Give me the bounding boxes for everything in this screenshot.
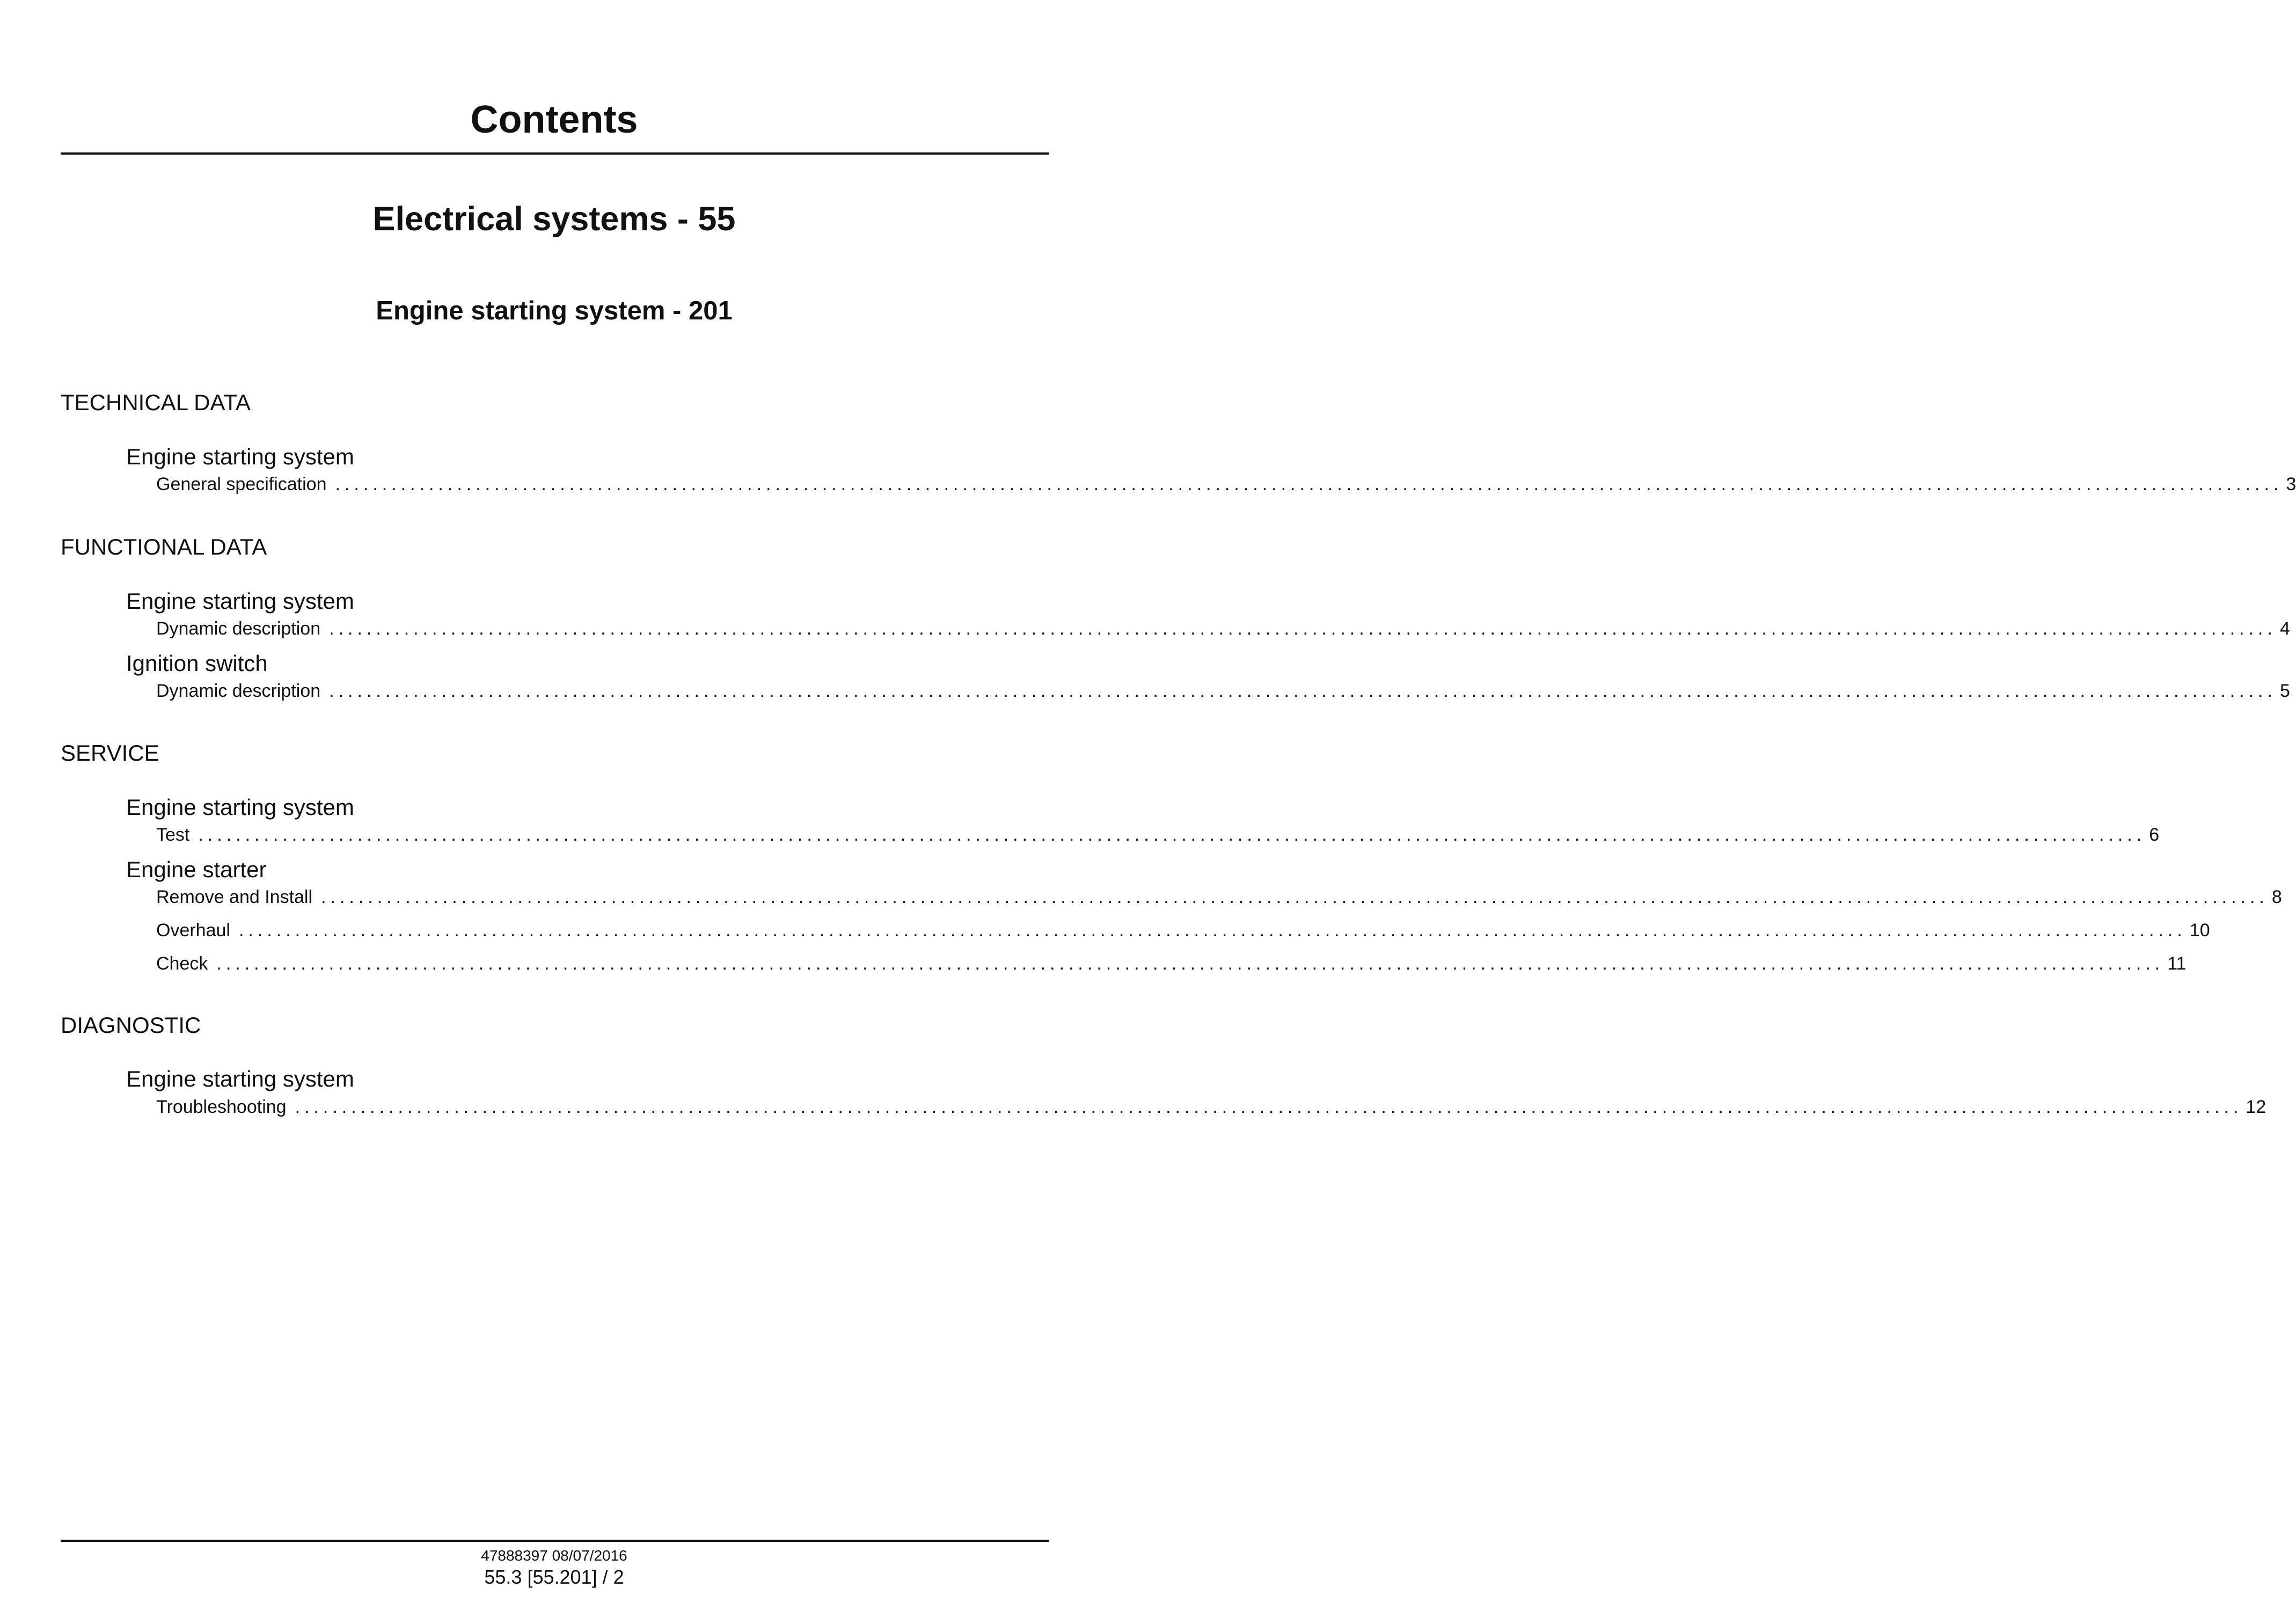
toc-entry-label: Check	[156, 953, 208, 974]
page-title: Contents	[470, 98, 638, 141]
toc-entry-label: Dynamic description	[156, 681, 321, 701]
toc-entry-page: 3	[2286, 474, 2296, 494]
toc-entry-label: Troubleshooting	[156, 1097, 287, 1117]
toc-entry[interactable]	[156, 952, 2187, 975]
toc-entry-page: 10	[2189, 920, 2210, 941]
footer-divider	[61, 1540, 1049, 1542]
toc-entry-label: General specification	[156, 474, 327, 494]
dot-leader: ................................................................................................................................................................................................................	[238, 920, 2187, 941]
toc-topic-title: Engine starting system	[126, 588, 354, 614]
toc-entry-page: 12	[2246, 1097, 2266, 1117]
toc-entry[interactable]	[156, 473, 2296, 496]
toc-topic-title: Engine starter	[126, 857, 267, 882]
dot-leader: ................................................................................................................................................................................................................	[329, 681, 2277, 701]
toc-entry-label: Dynamic description	[156, 618, 321, 639]
toc-topic-title: Ignition switch	[126, 651, 268, 676]
toc-entry-page: 11	[2167, 953, 2187, 974]
dot-leader: ................................................................................................................................................................................................................	[295, 1097, 2243, 1117]
toc-topic-title: Engine starting system	[126, 444, 354, 469]
toc-entry-page: 6	[2149, 825, 2160, 845]
toc-group-heading: DIAGNOSTIC	[61, 1012, 201, 1038]
toc-entry[interactable]	[156, 886, 2282, 908]
dot-leader: ................................................................................................................................................................................................................	[329, 618, 2277, 639]
footer-document-info: 47888397 08/07/2016	[481, 1547, 627, 1564]
toc-entry-page: 8	[2271, 887, 2282, 907]
toc-entry-label: Overhaul	[156, 920, 230, 941]
dot-leader: ................................................................................................................................................................................................................	[321, 887, 2269, 907]
toc-topic-title: Engine starting system	[126, 795, 354, 820]
toc-entry-page: 5	[2279, 681, 2290, 701]
toc-entry-label: Test	[156, 825, 190, 845]
toc-entry[interactable]	[156, 680, 2290, 702]
toc-group-heading: TECHNICAL DATA	[61, 390, 251, 415]
toc-group-heading: SERVICE	[61, 740, 159, 766]
toc-entry-label: Remove and Install	[156, 887, 313, 907]
title-divider	[61, 152, 1049, 155]
toc-entry[interactable]	[156, 617, 2290, 640]
toc-entry[interactable]	[156, 919, 2210, 942]
chapter-title: Electrical systems - 55	[372, 200, 736, 238]
toc-group-heading: FUNCTIONAL DATA	[61, 534, 267, 559]
section-title: Engine starting system - 201	[376, 296, 733, 325]
toc-topic-title: Engine starting system	[126, 1066, 354, 1091]
dot-leader: ................................................................................................................................................................................................................	[335, 474, 2283, 494]
toc-entry[interactable]	[156, 1096, 2266, 1118]
toc-entry[interactable]	[156, 824, 2160, 846]
dot-leader: ................................................................................................................................................................................................................	[216, 953, 2165, 974]
toc-entry-page: 4	[2279, 618, 2290, 639]
dot-leader: ................................................................................................................................................................................................................	[198, 825, 2146, 845]
footer-page-number: 55.3 [55.201] / 2	[484, 1566, 624, 1588]
